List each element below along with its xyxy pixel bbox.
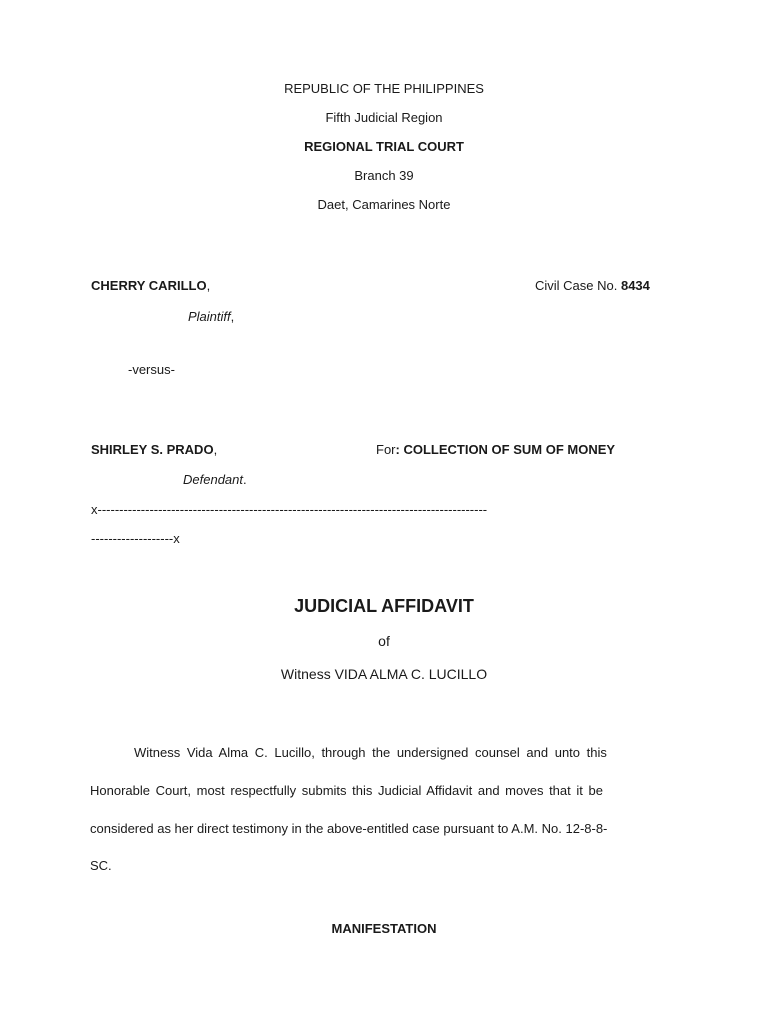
defendant-line [91, 442, 217, 457]
title-of: of [378, 633, 390, 649]
header-branch: Branch 39 [354, 168, 414, 183]
title-witness: Witness VIDA ALMA C. LUCILLO [280, 666, 488, 682]
defendant-name: SHIRLEY S. PRADO [91, 442, 214, 457]
versus: -versus- [128, 362, 175, 377]
for-line [376, 442, 615, 457]
section-heading-manifestation: MANIFESTATION [331, 921, 437, 936]
plaintiff-line [91, 278, 210, 293]
paragraph-line-2: Honorable Court, most respectfully submits this Judicial Affidavit and moves that it be [90, 783, 603, 798]
case-number-line [535, 278, 650, 293]
header-region: Fifth Judicial Region [325, 110, 443, 125]
paragraph-line-1: Witness Vida Alma C. Lucillo, through the undersigned counsel and unto this [134, 745, 607, 760]
plaintiff-comma: , [206, 278, 211, 293]
case-prefix: Civil Case No. [535, 278, 621, 293]
plaintiff-label-comma: , [230, 309, 235, 324]
for-subject: COLLECTION OF SUM OF MONEY [403, 442, 616, 457]
defendant-label-period: . [243, 472, 247, 487]
header-court: REGIONAL TRIAL COURT [304, 139, 464, 154]
paragraph-line-4: SC. [90, 858, 112, 873]
plaintiff-name: CHERRY CARILLO [91, 278, 207, 293]
for-prefix: For [376, 442, 396, 457]
document-title: JUDICIAL AFFIDAVIT [294, 596, 474, 616]
caption-divider-line2: -------------------x [91, 531, 180, 546]
plaintiff-label-line [188, 309, 234, 324]
defendant-label-line [183, 472, 247, 487]
case-number: 8434 [620, 278, 650, 293]
defendant-label: Defendant [183, 472, 243, 487]
header-location: Daet, Camarines Norte [317, 197, 451, 212]
header-republic: REPUBLIC OF THE PHILIPPINES [284, 81, 484, 96]
paragraph-line-3: considered as her direct testimony in the above-entitled case pursuant to A.M. No. 12-8-8- [90, 821, 608, 836]
defendant-comma: , [213, 442, 218, 457]
for-colon: : [395, 442, 404, 457]
caption-divider-line1: x------------------------------------------------------------------------------------------ [91, 502, 488, 517]
plaintiff-label: Plaintiff [188, 309, 231, 324]
